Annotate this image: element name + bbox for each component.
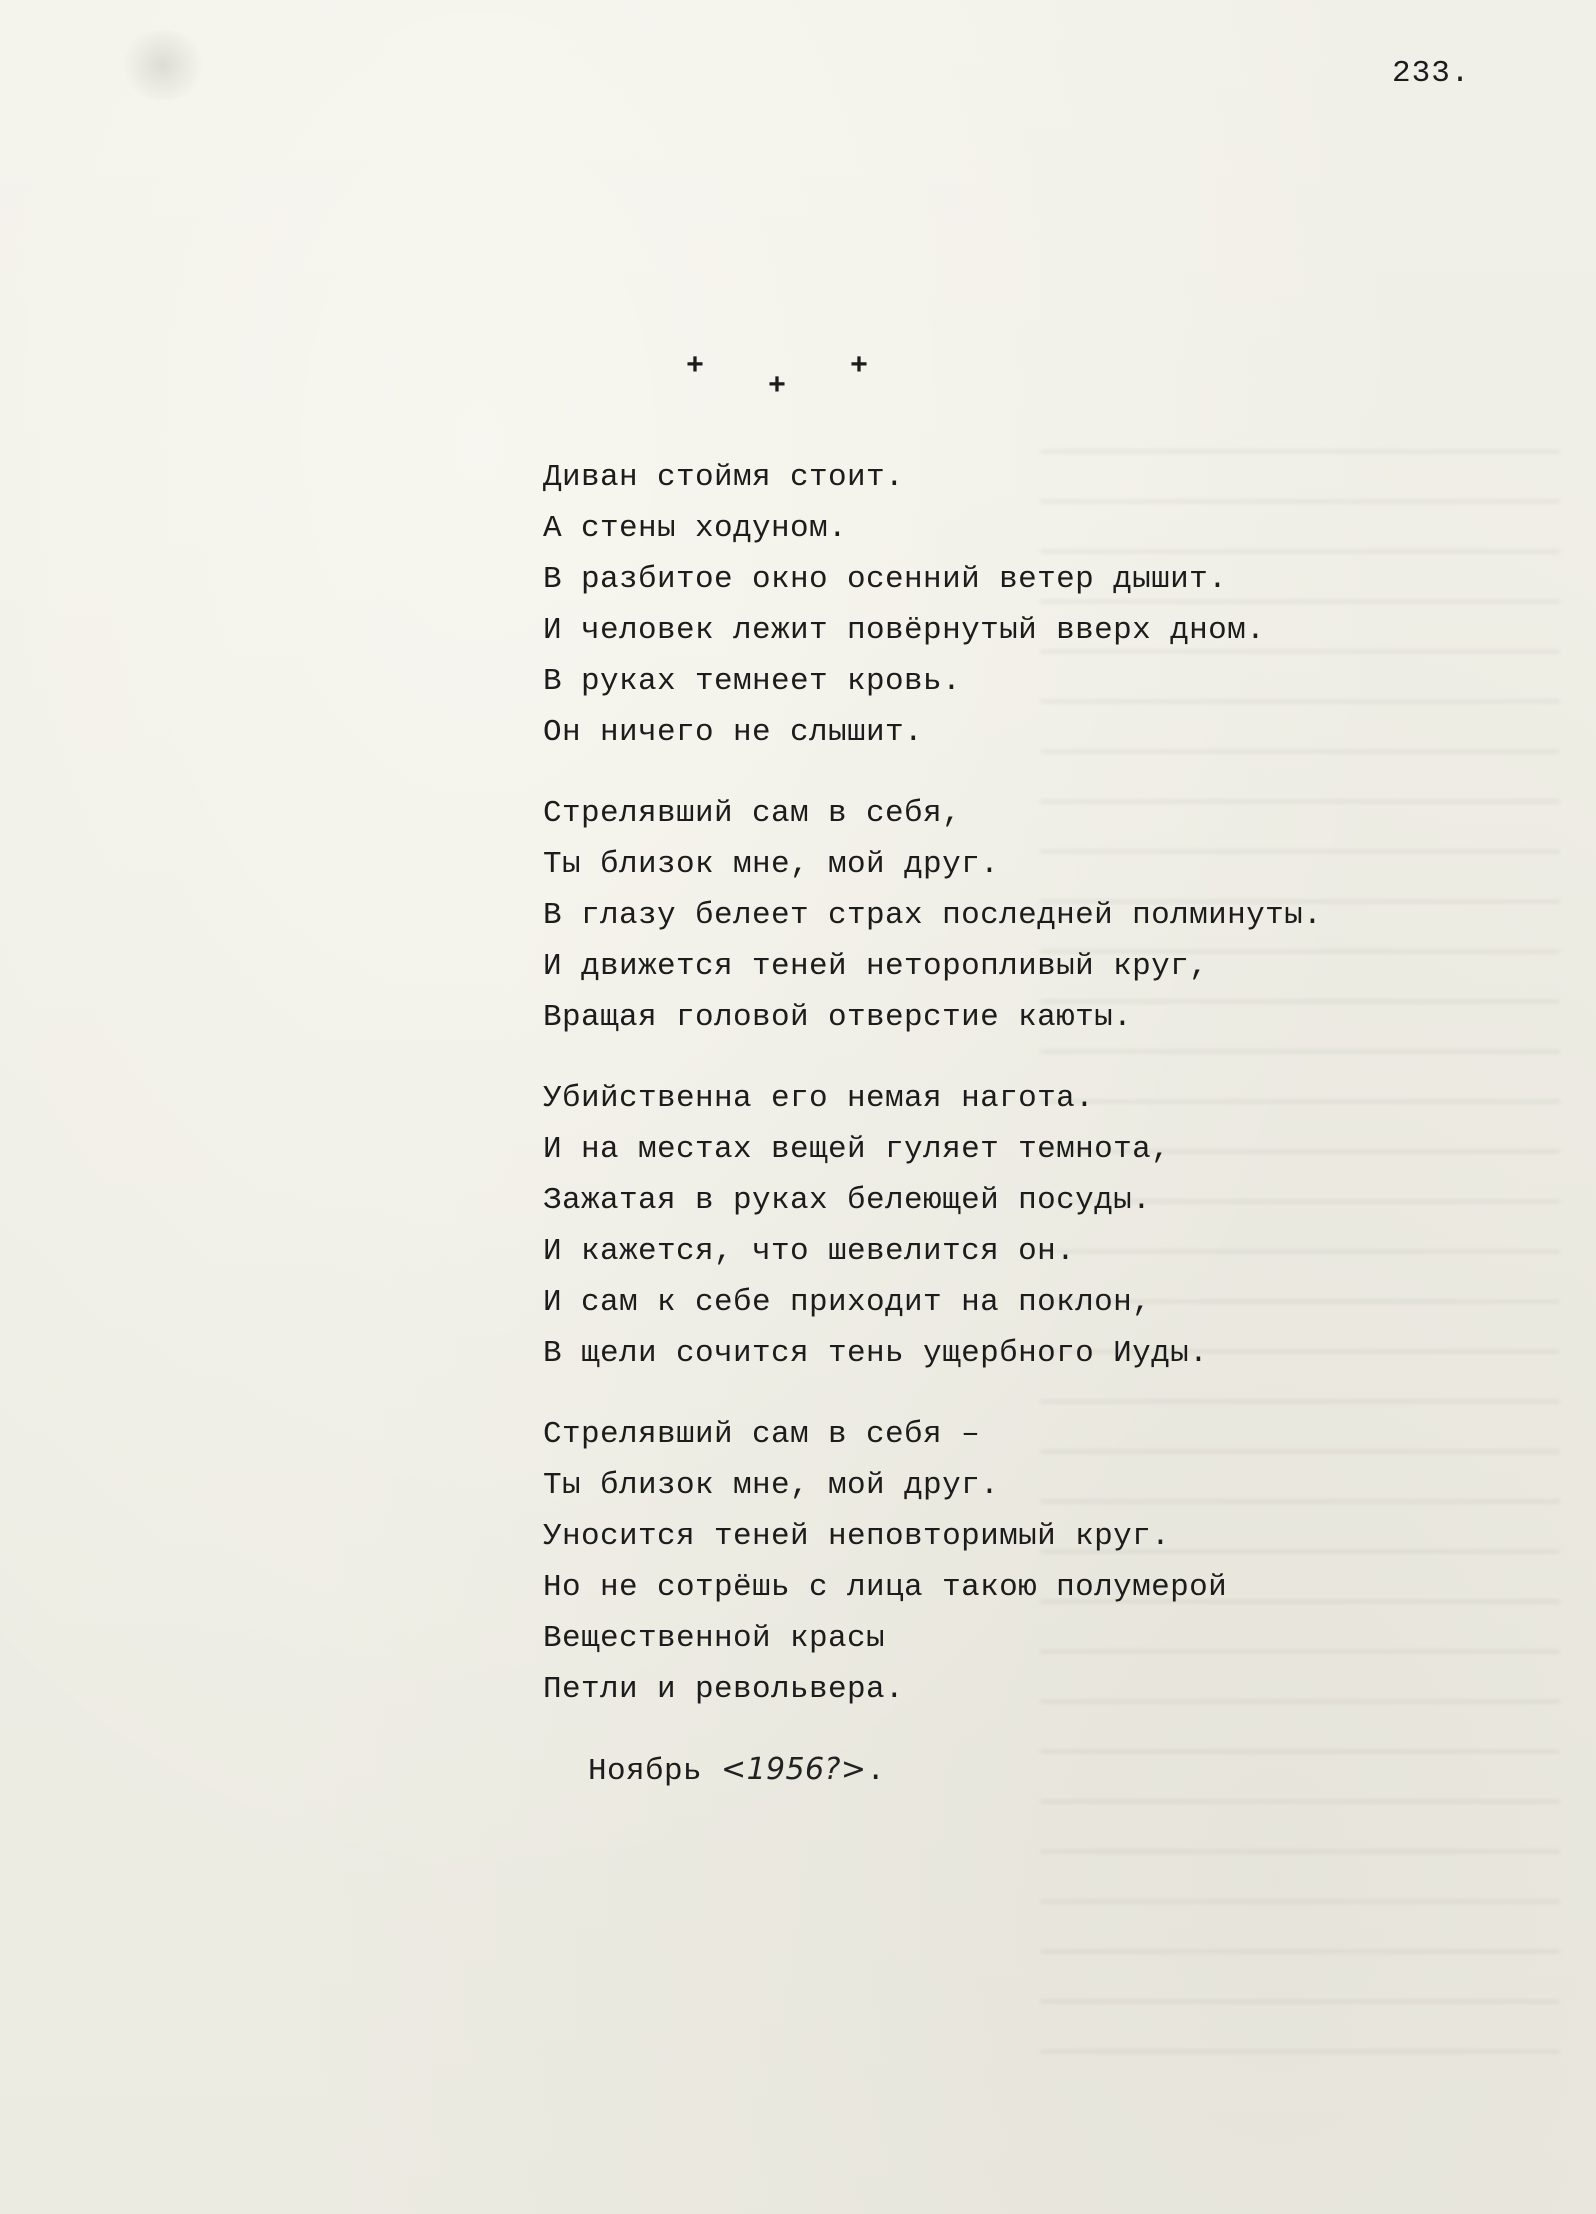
poem-line: Диван стоймя стоит. [543, 460, 905, 495]
poem-line: Но не сотрёшь с лица такою полумерой [543, 1570, 1228, 1605]
stanza-4 [543, 1409, 1543, 1715]
poem-line: И сам к себе приходит на поклон, [543, 1285, 1152, 1320]
poem-line: В глазу белеет страх последней полминуты. [543, 898, 1323, 933]
section-ornament [686, 350, 876, 404]
poem-line: Ты близок мне, мой друг. [543, 1468, 1000, 1503]
date-year-handwritten: <1956?> [721, 1752, 867, 1787]
date-period: . [866, 1754, 886, 1789]
ornament-cross: + [768, 370, 787, 404]
poem-line: Ты близок мне, мой друг. [543, 847, 1000, 882]
poem-line: В разбитое окно осенний ветер дышит. [543, 562, 1228, 597]
poem-line: И кажется, что шевелится он. [543, 1234, 1076, 1269]
poem-line: И на местах вещей гуляет темнота, [543, 1132, 1171, 1167]
stanza-3 [543, 1073, 1543, 1379]
poem-line: Стрелявший сам в себя, [543, 796, 962, 831]
poem-line: Стрелявший сам в себя – [543, 1417, 981, 1452]
poem-line: Он ничего не слышит. [543, 715, 924, 750]
poem-line: А стены ходуном. [543, 511, 848, 546]
poem-line: Зажатая в руках белеющей посуды. [543, 1183, 1152, 1218]
poem-line: Уносится теней неповторимый круг. [543, 1519, 1171, 1554]
paper-smudge [118, 30, 208, 100]
poem-line: Вращая головой отверстие каюты. [543, 1000, 1133, 1035]
poem-body [543, 452, 1543, 1745]
poem-line: Убийственна его немая нагота. [543, 1081, 1095, 1116]
poem-date [588, 1752, 885, 1789]
page-number: 233. [1392, 56, 1471, 91]
stanza-2 [543, 788, 1543, 1043]
ornament-cross: + [850, 350, 869, 384]
poem-line: В щели сочится тень ущербного Иуды. [543, 1336, 1209, 1371]
ornament-cross: + [686, 350, 705, 384]
poem-line: И человек лежит повёрнутый вверх дном. [543, 613, 1266, 648]
poem-line: И движется теней неторопливый круг, [543, 949, 1209, 984]
date-month: Ноябрь [588, 1754, 722, 1789]
stanza-1 [543, 452, 1543, 758]
poem-line: В руках темнеет кровь. [543, 664, 962, 699]
poem-line: Петли и револьвера. [543, 1672, 905, 1707]
poem-line: Вещественной красы [543, 1621, 886, 1656]
